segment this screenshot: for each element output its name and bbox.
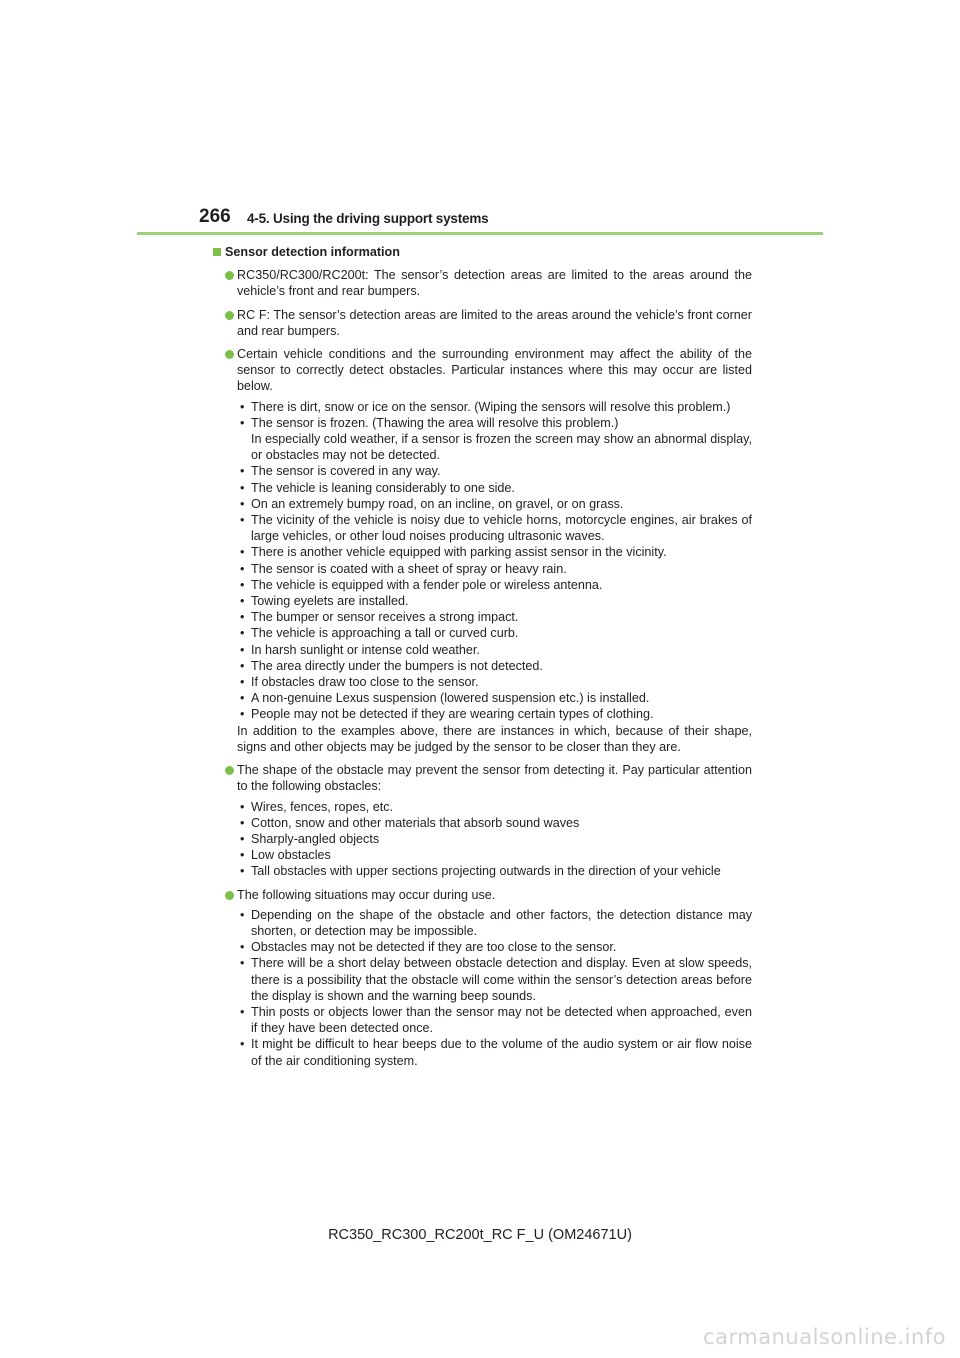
bullet-dot-icon: • (240, 864, 245, 879)
bullet-dot-icon: • (240, 707, 245, 722)
list-item (212, 267, 752, 299)
circle-bullet-icon (225, 350, 234, 359)
circle-bullet-icon (225, 271, 234, 280)
sub-list-item: • The sensor is covered in any way. (240, 464, 441, 479)
bullet-dot-icon: • (240, 799, 245, 814)
list-item (212, 887, 752, 1069)
circle-bullet-icon (225, 766, 234, 775)
sub-list-item: • Low obstacles (240, 848, 331, 863)
bullet-dot-icon: • (240, 399, 245, 414)
bullet-dot-icon: • (240, 594, 245, 609)
sub-list-item: • There is another vehicle equipped with parking assist sensor in the vicinity. (240, 545, 667, 560)
sub-list-item: • Thin posts or objects lower than the sensor may not be detected when approached, even if they have been detected once. (240, 1004, 752, 1036)
bullet-dot-icon: • (240, 642, 245, 657)
sub-list-item: • In harsh sunlight or intense cold weather. (240, 642, 480, 657)
sub-list-item: • Sharply-angled objects (240, 831, 380, 846)
bullet-dot-icon: • (240, 561, 245, 576)
sub-list-item: • There will be a short delay between obstacle detection and display. Even at slow speeds, there is a possibility that the obstacle will come within the sensor’s detection areas before the display is shown and the warning beep sounds. (240, 956, 752, 1003)
main-content (212, 244, 752, 1076)
sub-list-item: • Depending on the shape of the obstacle and other factors, the detection distance may shorten, or detection may be impossible. (240, 907, 752, 938)
watermark: carmanualsonline.info (703, 1325, 946, 1349)
sub-list-item: • A non-genuine Lexus suspension (lowered suspension etc.) is installed. (240, 691, 650, 706)
sub-list-item: • Cotton, snow and other materials that absorb sound waves (240, 815, 580, 830)
item-text: RC350/RC300/RC200t: The sensor’s detection areas are limited to the areas around the vehicle’s front and rear bumpers. (237, 268, 752, 299)
list-item (212, 762, 752, 879)
sub-list-item: • Towing eyelets are installed. (240, 594, 409, 609)
bullet-dot-icon: • (240, 1004, 245, 1019)
sub-list-item: • People may not be detected if they are wearing certain types of clothing. (240, 707, 654, 722)
item-text: RC F: The sensor’s detection areas are limited to the areas around the vehicle’s front corner and rear bumpers. (237, 307, 752, 338)
subsection-title: Sensor detection information (225, 245, 400, 259)
section-title: 4-5. Using the driving support systems (247, 211, 489, 226)
frozen-note: In especially cold weather, if a sensor is frozen the screen may show an abnormal display, or obstacles may not be detected. (251, 432, 752, 463)
circle-bullet-icon (225, 311, 234, 320)
bullet-dot-icon: • (240, 831, 245, 846)
page-footer: RC350_RC300_RC200t_RC F_U (OM24671U) (328, 1227, 632, 1243)
square-bullet-icon (213, 248, 221, 256)
bullet-dot-icon: • (240, 907, 245, 922)
bullet-dot-icon: • (240, 577, 245, 592)
bullet-dot-icon: • (240, 1037, 245, 1052)
bullet-dot-icon: • (240, 940, 245, 955)
bullet-dot-icon: • (240, 658, 245, 673)
sub-list-item: • Obstacles may not be detected if they are too close to the sensor. (240, 940, 617, 955)
bullet-dot-icon: • (240, 675, 245, 690)
header-rule (137, 232, 823, 235)
circle-bullet-icon (225, 891, 234, 900)
bullet-dot-icon: • (240, 545, 245, 560)
subsection-heading (212, 244, 752, 260)
sub-list-item: • The vehicle is equipped with a fender pole or wireless antenna. (240, 577, 603, 592)
sub-list-item: • Wires, fences, ropes, etc. (240, 799, 394, 814)
sub-list-item: • The vehicle is leaning considerably to one side. (240, 480, 515, 495)
sub-list-item: • The bumper or sensor receives a strong impact. (240, 610, 519, 625)
sub-list-item: • The area directly under the bumpers is not detected. (240, 658, 543, 673)
bullet-dot-icon: • (240, 496, 245, 511)
sub-list-item: • The vicinity of the vehicle is noisy due to vehicle horns, motorcycle engines, air brakes of large vehicles, or other loud noises producing ultrasonic waves. (240, 513, 752, 544)
bullet-dot-icon: • (240, 415, 245, 430)
sub-list-item: • The sensor is coated with a sheet of spray or heavy rain. (240, 561, 567, 576)
sub-list-item: • There is dirt, snow or ice on the sensor. (Wiping the sensors will resolve this problem.) (240, 399, 731, 414)
bullet-dot-icon: • (240, 480, 245, 495)
bullet-dot-icon: • (240, 464, 245, 479)
sub-list-item: • On an extremely bumpy road, on an incline, on gravel, or on grass. (240, 496, 624, 511)
sub-list (237, 399, 752, 723)
sub-list-item: • The sensor is frozen. (Thawing the area will resolve this problem.) In especially cold weather, if a sensor is frozen the screen may show an abnormal display, or obstacles may not be detected. (240, 415, 752, 463)
sub-list-item: • If obstacles draw too close to the sensor. (240, 675, 479, 690)
list-item (212, 346, 752, 755)
page-number: 266 (199, 206, 231, 227)
bullet-dot-icon: • (240, 610, 245, 625)
sub-list-item: • Tall obstacles with upper sections projecting outwards in the direction of your vehicle (240, 864, 721, 879)
bullet-dot-icon: • (240, 848, 245, 863)
item-text: The following situations may occur during use. (237, 887, 496, 902)
sub-list (237, 799, 752, 880)
bullet-dot-icon: • (240, 626, 245, 641)
sub-list-item: • The vehicle is approaching a tall or curved curb. (240, 626, 519, 641)
item-text: Certain vehicle conditions and the surrounding environment may affect the ability of the sensor to correctly detect obstacles. Particular instances where this may occur are listed below. (237, 347, 752, 394)
list-item (212, 307, 752, 339)
bullet-dot-icon: • (240, 815, 245, 830)
item-text: The shape of the obstacle may prevent the sensor from detecting it. Pay particular attention to the following obstacles: (237, 763, 752, 794)
additional-note: In addition to the examples above, there are instances in which, because of their shape, signs and other objects may be judged by the sensor to be closer than they are. (237, 723, 752, 754)
bullet-dot-icon: • (240, 956, 245, 971)
sub-list-item: • It might be difficult to hear beeps due to the volume of the audio system or air flow noise of the air conditioning system. (240, 1037, 752, 1068)
bullet-dot-icon: • (240, 691, 245, 706)
bullet-dot-icon: • (240, 513, 245, 528)
sub-list (237, 907, 752, 1069)
